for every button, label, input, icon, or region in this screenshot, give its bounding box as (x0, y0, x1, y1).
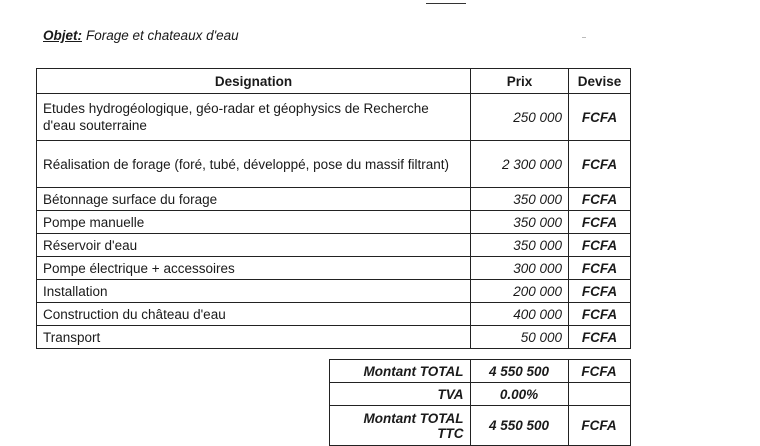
ttc-devise: FCFA (568, 406, 630, 446)
item-prix: 300 000 (471, 257, 569, 280)
header-devise: Devise (569, 69, 631, 94)
item-prix: 50 000 (471, 326, 569, 349)
item-prix: 400 000 (471, 303, 569, 326)
item-prix: 2 300 000 (471, 141, 569, 188)
item-designation: Pompe électrique + accessoires (37, 257, 471, 280)
header-designation: Designation (37, 69, 471, 94)
item-designation: Réalisation de forage (foré, tubé, développé, pose du massif filtrant) (37, 141, 471, 188)
table-row (37, 234, 631, 257)
objet-label: Objet: (43, 28, 82, 43)
objet-line (43, 28, 239, 43)
item-devise: FCFA (569, 234, 631, 257)
item-designation: Installation (37, 280, 471, 303)
item-devise: FCFA (569, 141, 631, 188)
item-designation: Réservoir d'eau (37, 234, 471, 257)
item-prix: 200 000 (471, 280, 569, 303)
item-devise: FCFA (569, 188, 631, 211)
item-devise: FCFA (569, 303, 631, 326)
header-prix: Prix (471, 69, 569, 94)
tva-devise (568, 383, 630, 406)
quote-table (36, 68, 631, 349)
table-row (37, 94, 631, 141)
montant-total-devise: FCFA (568, 360, 630, 383)
item-designation: Pompe manuelle (37, 211, 471, 234)
item-devise: FCFA (569, 211, 631, 234)
table-header-row (37, 69, 631, 94)
item-designation: Etudes hydrogéologique, géo-radar et géophysics de Recherche d'eau souterraine (37, 94, 471, 141)
item-prix: 350 000 (471, 211, 569, 234)
item-prix: 350 000 (471, 234, 569, 257)
item-devise: FCFA (569, 280, 631, 303)
top-underline-mark (426, 0, 466, 4)
scan-speck (582, 37, 586, 38)
item-devise: FCFA (569, 326, 631, 349)
table-row (37, 280, 631, 303)
table-row (37, 303, 631, 326)
item-prix: 350 000 (471, 188, 569, 211)
item-prix: 250 000 (471, 94, 569, 141)
montant-total-label: Montant TOTAL (329, 360, 470, 383)
table-row (37, 141, 631, 188)
table-row (37, 188, 631, 211)
item-designation: Construction du château d'eau (37, 303, 471, 326)
montant-total-value: 4 550 500 (470, 360, 568, 383)
tva-value: 0.00% (470, 383, 568, 406)
item-devise: FCFA (569, 257, 631, 280)
totals-table (36, 359, 631, 446)
tva-label: TVA (329, 383, 470, 406)
table-row (37, 211, 631, 234)
table-row (37, 326, 631, 349)
item-designation: Transport (37, 326, 471, 349)
table-row (37, 257, 631, 280)
ttc-value: 4 550 500 (470, 406, 568, 446)
item-devise: FCFA (569, 94, 631, 141)
total-row (36, 360, 630, 383)
tva-row (36, 383, 630, 406)
objet-text: Forage et chateaux d'eau (86, 28, 239, 43)
item-designation: Bétonnage surface du forage (37, 188, 471, 211)
ttc-label: Montant TOTAL TTC (329, 406, 470, 446)
